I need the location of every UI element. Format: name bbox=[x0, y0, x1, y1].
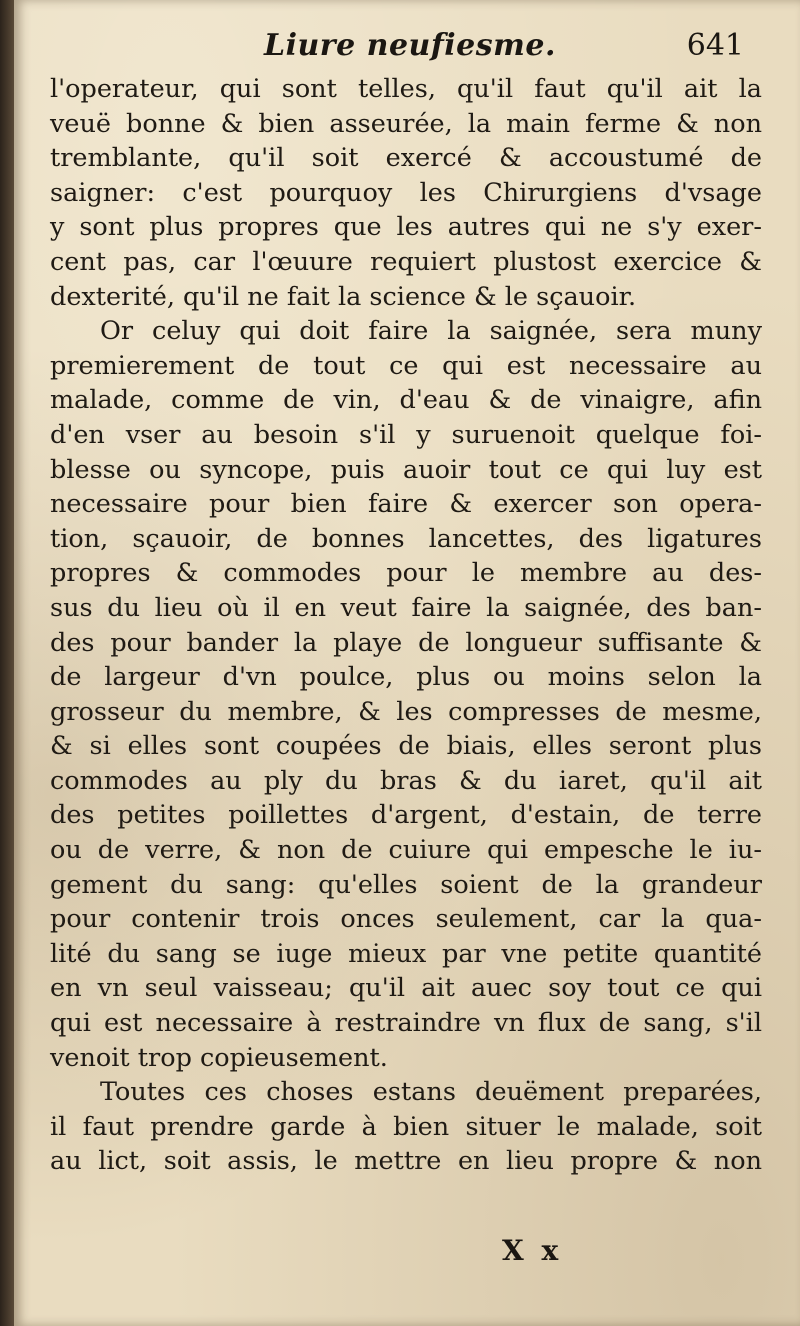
text-line: sus du lieu où il en veut faire la saignée, des ban- bbox=[50, 592, 762, 623]
text-line: ou de verre, & non de cuiure qui empesche le iu- bbox=[50, 835, 762, 866]
signature-mark: X x bbox=[502, 1234, 563, 1267]
book-gutter bbox=[0, 0, 14, 1326]
text-line: cent pas, car l'œuure requiert plustost exercice & bbox=[50, 246, 762, 277]
text-line: premierement de tout ce qui est necessaire au bbox=[50, 350, 762, 381]
text-line: saigner: c'est pourquoy les Chirurgiens d'vsage bbox=[50, 177, 762, 208]
text-line: pour contenir trois onces seulement, car la qua- bbox=[50, 904, 762, 935]
book-page bbox=[14, 0, 800, 1326]
text-line: veuë bonne & bien asseurée, la main ferme & non bbox=[50, 108, 762, 139]
text-line: des petites poillettes d'argent, d'estain, de terre bbox=[50, 800, 762, 831]
text-line: venoit trop copieusement. bbox=[50, 1042, 388, 1073]
text-line: malade, comme de vin, d'eau & de vinaigre, afin bbox=[50, 385, 762, 416]
text-line: d'en vser au besoin s'il y suruenoit quelque foi- bbox=[50, 419, 762, 450]
text-line: grosseur du membre, & les compresses de mesme, bbox=[50, 696, 762, 727]
text-line: commodes au ply du bras & du iaret, qu'il ait bbox=[50, 765, 762, 796]
text-line: tion, sçauoir, de bonnes lancettes, des ligatures bbox=[50, 523, 762, 554]
page-number: 641 bbox=[686, 28, 744, 63]
text-line: des pour bander la playe de longueur suffisante & bbox=[50, 627, 762, 658]
text-line: lité du sang se iuge mieux par vne petite quantité bbox=[50, 938, 762, 969]
body-text bbox=[50, 72, 762, 1179]
text-line: qui est necessaire à restraindre vn flux de sang, s'il bbox=[50, 1008, 762, 1039]
text-line: necessaire pour bien faire & exercer son opera- bbox=[50, 489, 762, 520]
text-line: dexterité, qu'il ne fait la science & le sçauoir. bbox=[50, 281, 637, 312]
text-line: propres & commodes pour le membre au des- bbox=[50, 558, 762, 589]
text-line: de largeur d'vn poulce, plus ou moins selon la bbox=[50, 662, 762, 693]
text-line: Toutes ces choses estans deuëment preparées, bbox=[100, 1077, 762, 1108]
text-line: il faut prendre garde à bien situer le malade, soit bbox=[50, 1111, 762, 1142]
running-head bbox=[264, 28, 744, 68]
running-title: Liure neufiesme. bbox=[264, 28, 556, 63]
text-line: blesse ou syncope, puis auoir tout ce qui luy est bbox=[50, 454, 762, 485]
text-line: au lict, soit assis, le mettre en lieu propre & non bbox=[50, 1146, 762, 1177]
text-line: l'operateur, qui sont telles, qu'il faut qu'il ait la bbox=[50, 74, 762, 104]
text-line: tremblante, qu'il soit exercé & accoustumé de bbox=[50, 143, 762, 174]
text-line: Or celuy qui doit faire la saignée, sera muny bbox=[100, 316, 762, 347]
text-line: gement du sang: qu'elles soient de la grandeur bbox=[50, 869, 762, 900]
text-line: & si elles sont coupées de biais, elles seront plus bbox=[50, 731, 762, 762]
text-line: en vn seul vaisseau; qu'il ait auec soy tout ce qui bbox=[50, 973, 762, 1004]
text-line: y sont plus propres que les autres qui ne s'y exer- bbox=[50, 212, 762, 243]
